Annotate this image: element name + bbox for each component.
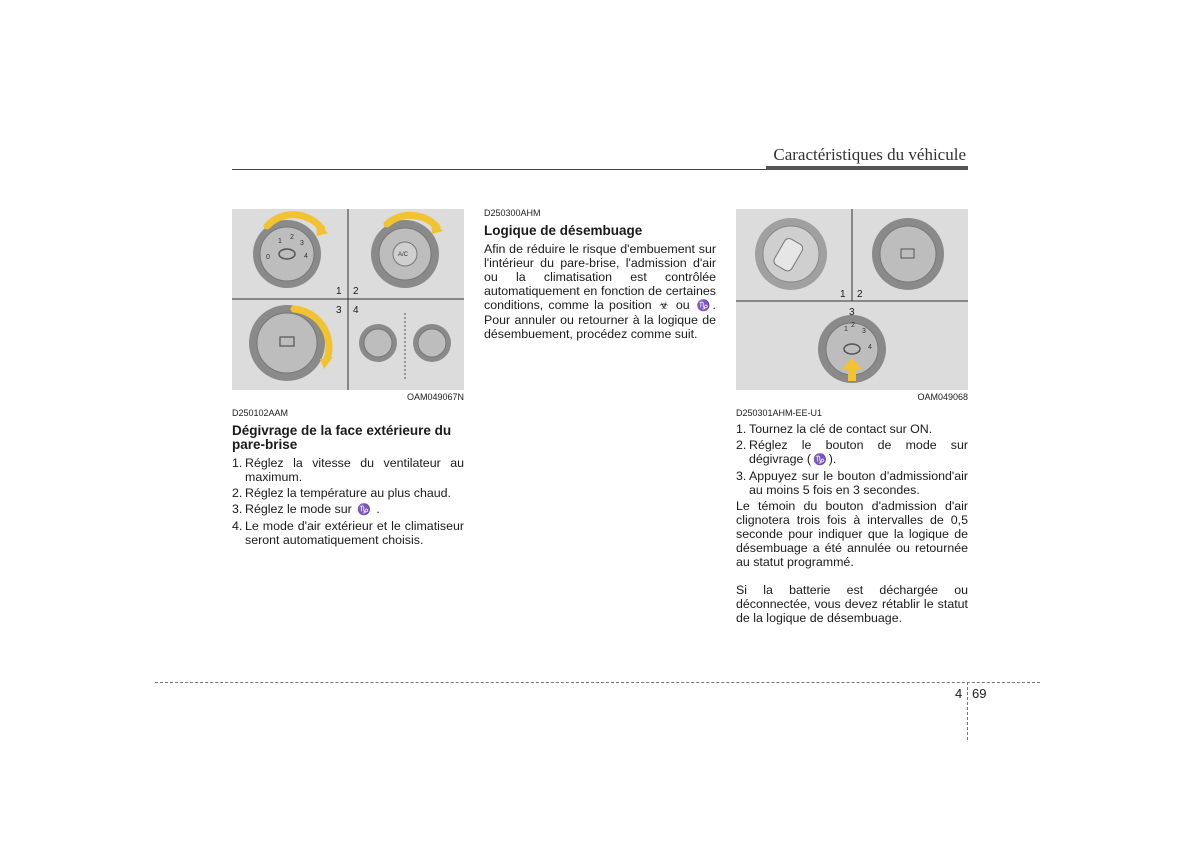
page-header-title: Caractéristiques du véhicule — [773, 145, 966, 164]
list-text: Réglez la température au plus chaud. — [245, 486, 451, 500]
list-item — [736, 469, 968, 497]
list-item — [736, 438, 968, 467]
list-text: Tournez la clé de contact sur ON. — [749, 422, 933, 436]
list-number: 3. — [736, 469, 747, 483]
paragraph-text: Afin de réduire le risque d'embuement sur l'intérieur du pare-brise, l'admission d'air ou la climatisation est contrôlée automatiquement en fonction de certaines conditions, comme la position — [484, 242, 716, 312]
list-number: 2. — [736, 438, 747, 452]
svg-text:3: 3 — [862, 328, 866, 335]
list-item — [232, 486, 464, 500]
svg-text:1: 1 — [844, 326, 848, 333]
page-section-number: 4 — [955, 686, 963, 701]
column-middle — [484, 208, 716, 343]
svg-text:1: 1 — [278, 238, 282, 245]
figure-label-2: 2 — [857, 289, 863, 300]
footer-divider — [967, 682, 968, 740]
section-paragraph — [484, 242, 716, 341]
section-paragraph: Le témoin du bouton d'admission d'air clignotera trois fois à intervalles de 0,5 seconde pour indiquer que la logique de désembuage a été annulée ou retournée au statut programmé. — [736, 499, 968, 569]
svg-text:4: 4 — [868, 344, 872, 351]
section-code: D250301AHM-EE-U1 — [736, 408, 823, 418]
defrost-icon: ♑ — [357, 504, 371, 516]
figure-label-3: 3 — [336, 305, 342, 316]
figure-key-and-knob — [736, 209, 968, 390]
list-number: 1. — [736, 422, 747, 436]
paragraph-or: ou — [675, 298, 690, 312]
section-heading: Dégivrage de la face extérieure du pare-brise — [232, 423, 452, 452]
list-text-after: . — [376, 502, 380, 516]
figure-label-1: 1 — [336, 286, 342, 297]
floor-defrost-icon: ☣ — [658, 300, 669, 312]
header-bar — [766, 166, 968, 170]
list-text: Appuyez sur le bouton d'admissiond'air au moins 5 fois en 3 secondes. — [749, 469, 968, 497]
list-item — [232, 519, 464, 547]
svg-text:2: 2 — [851, 322, 855, 329]
footer-rule — [155, 682, 1040, 683]
list-item — [232, 456, 464, 484]
list-text: Réglez le mode sur — [245, 502, 352, 516]
list-text: Réglez la vitesse du ventilateur au maximum. — [245, 456, 464, 484]
list-number: 4. — [232, 519, 243, 533]
column-right — [736, 209, 968, 627]
list-text: Réglez le bouton de mode sur dégivrage ( — [749, 438, 968, 466]
list-text-after: ). — [828, 452, 837, 466]
figure-code: OAM049067N — [406, 392, 464, 402]
knob-illustration-right — [736, 209, 968, 390]
section-heading: Logique de désembuage — [484, 223, 643, 238]
figure-label-3: 3 — [849, 307, 855, 318]
defrost-icon: ♑ — [696, 300, 711, 312]
list-item — [232, 502, 464, 517]
list-item — [736, 422, 968, 436]
paragraph-text-after: . Pour annuler ou retourner à la logique de désembuement, procédez comme suit. — [484, 298, 716, 341]
figure-label-2: 2 — [353, 286, 359, 297]
knob-illustration-left — [232, 209, 464, 390]
figure-label-1: 1 — [840, 289, 846, 300]
section-code: D250102AAM — [232, 408, 289, 418]
page-number: 69 — [972, 686, 987, 701]
list-number: 1. — [232, 456, 243, 470]
figure-label-4: 4 — [353, 305, 359, 316]
svg-text:2: 2 — [290, 234, 294, 241]
figure-code: OAM049068 — [917, 392, 968, 402]
section-code: D250300AHM — [484, 208, 541, 218]
svg-text:3: 3 — [300, 240, 304, 247]
figure-defrost-knobs — [232, 209, 464, 390]
svg-text:4: 4 — [304, 253, 308, 260]
list-number: 3. — [232, 502, 243, 516]
defrost-icon: ♑ — [813, 454, 827, 466]
list-number: 2. — [232, 486, 243, 500]
section-paragraph: Si la batterie est déchargée ou déconnectée, vous devez rétablir le statut de la logique de désembuage. — [736, 583, 968, 625]
svg-text:A/C: A/C — [398, 252, 409, 258]
column-left — [232, 209, 464, 549]
list-text: Le mode d'air extérieur et le climatiseur seront automatiquement choisis. — [245, 519, 464, 547]
svg-text:0: 0 — [266, 254, 270, 261]
